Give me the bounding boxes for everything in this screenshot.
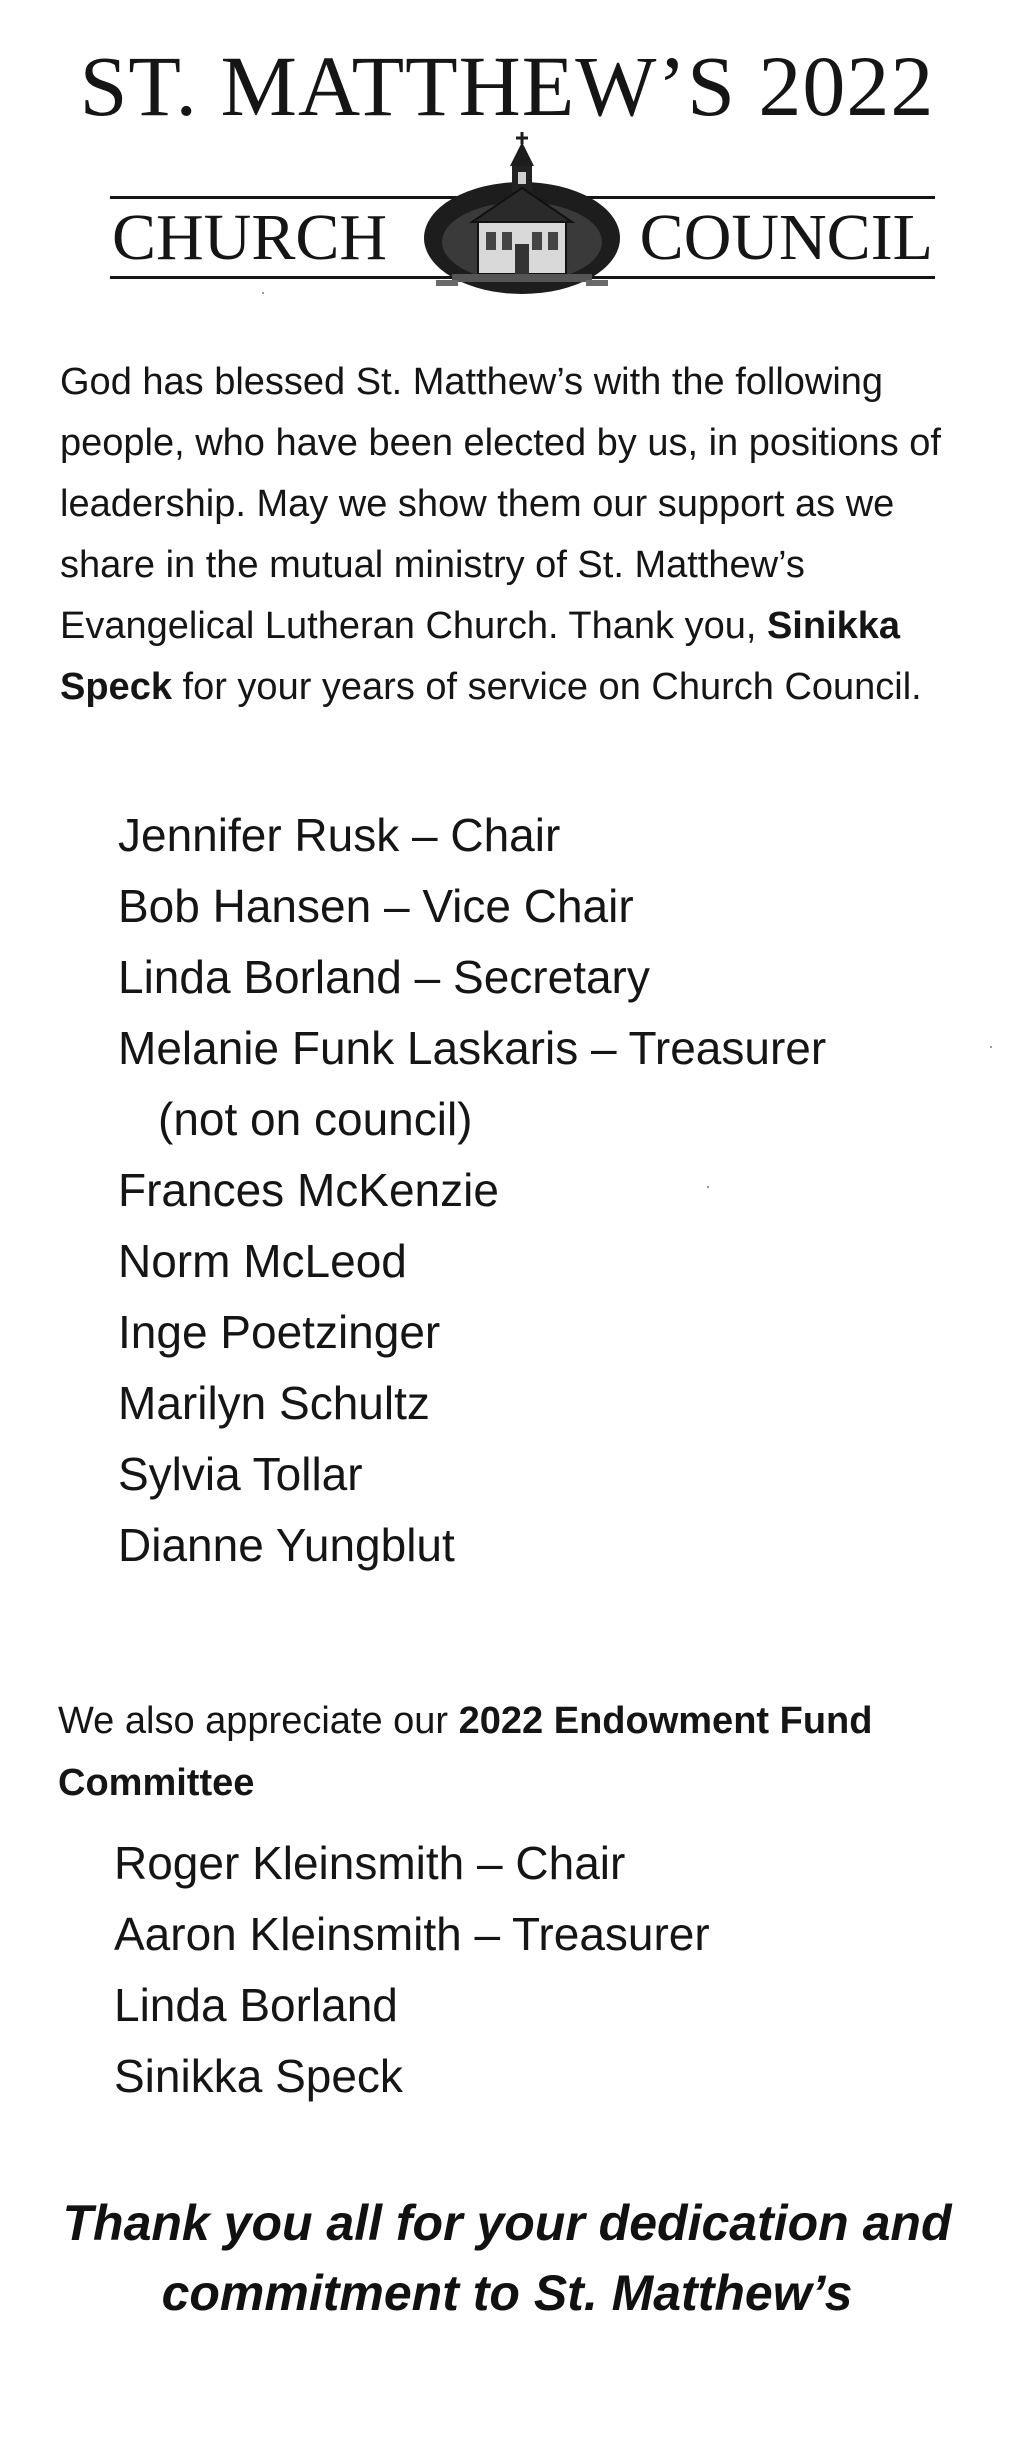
council-member: Inge Poetzinger [118,1306,441,1358]
council-member-list [118,800,978,1581]
council-member: Linda Borland – Secretary [118,951,650,1003]
council-member: Dianne Yungblut [118,1519,455,1571]
closing-message [20,2188,994,2328]
banner-word-council: COUNCIL [639,201,933,274]
scan-speck [990,1046,992,1048]
intro-text-part1: God has blessed St. Matthew’s with the following people, who have been elected by us, in positions of leadership. May we show them our support as we share in the mutual ministry of St. Matthew’s Evangelical Lutheran Church. Thank you, [60,361,941,647]
council-member: Jennifer Rusk – Chair [118,809,561,861]
endowment-member: Roger Kleinsmith – Chair [114,1837,626,1889]
church-building-icon [412,130,632,300]
intro-text-part2: for your years of service on Church Council. [171,666,922,708]
page-title: ST. MATTHEW’S 2022 [79,38,935,134]
council-member: Bob Hansen – Vice Chair [118,880,634,932]
endowment-member: Linda Borland [114,1979,398,2031]
scan-speck [262,292,264,294]
endowment-committee-name: 2022 Endowment Fund Committee [58,1700,873,1804]
closing-line-1: Thank you all for your dedication and [62,2195,952,2251]
council-member-note [118,1084,978,1155]
council-member: Marilyn Schultz [118,1377,430,1429]
council-member: Norm McLeod [118,1235,407,1287]
council-member-note-text: (not on council) [158,1093,473,1145]
endowment-member: Aaron Kleinsmith – Treasurer [114,1908,710,1960]
council-member: Frances McKenzie [118,1164,499,1216]
intro-honoree-name: Sinikka Speck [60,605,901,708]
intro-paragraph [60,352,960,718]
endowment-member-list [114,1828,974,2112]
endowment-intro-prefix: We also appreciate our [58,1700,459,1742]
council-member: Melanie Funk Laskaris – Treasurer [118,1022,827,1074]
church-council-banner [110,130,935,300]
council-member: Sylvia Tollar [118,1448,363,1500]
closing-line-2: commitment to St. Matthew’s [161,2265,853,2321]
endowment-intro [58,1690,958,1814]
banner-word-church: CHURCH [112,201,388,274]
endowment-member: Sinikka Speck [114,2050,403,2102]
